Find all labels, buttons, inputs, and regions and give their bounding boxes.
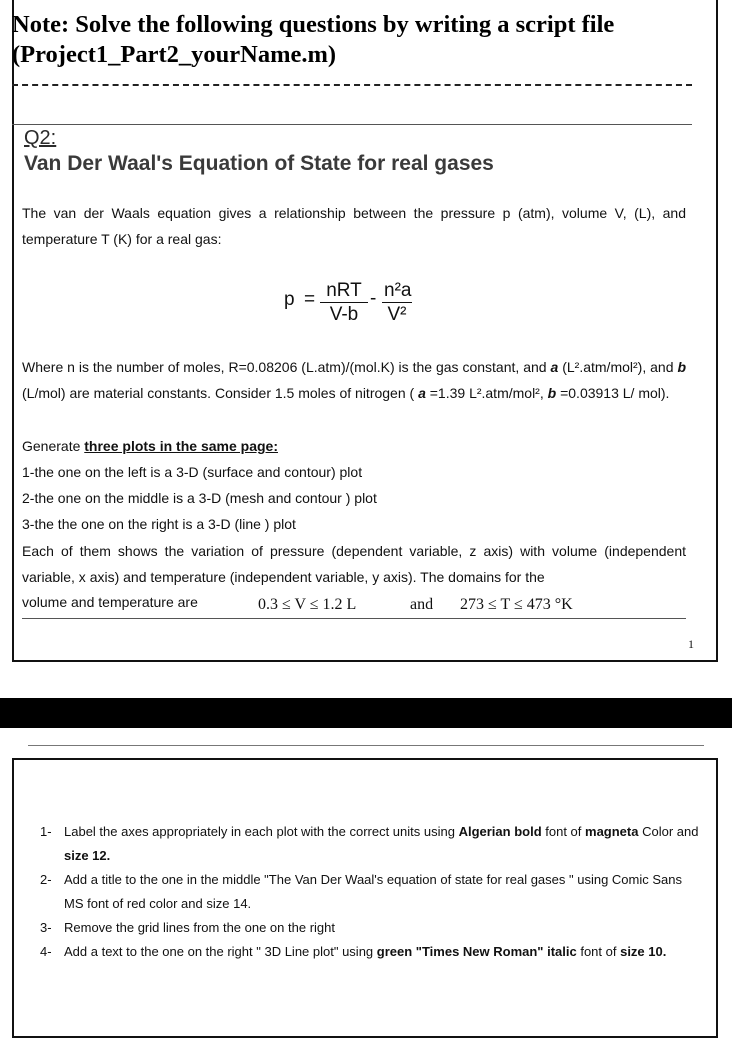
text-run: Where n is the number of moles, R=0.08206 (L.atm)/(mol.K) is the gas constant, and — [22, 359, 551, 375]
question-label: Q2: — [24, 127, 57, 149]
text-run: =1.39 L².atm/mol², — [425, 385, 548, 401]
variable-a: a — [418, 385, 426, 401]
text-run: Add a title to the one in the middle "The Van Der Waal's equation of state for real gases " using Comic Sans MS font of red color and size 14. — [64, 872, 682, 911]
text-run: Generate — [22, 438, 85, 454]
generate-line — [22, 436, 278, 456]
bold-run: magneta — [585, 824, 639, 839]
plot-item-1: 1-the one on the left is a 3-D (surface and contour) plot — [22, 464, 363, 480]
generate-emphasis: three plots in the same page: — [84, 438, 278, 454]
intro-paragraph: The van der Waals equation gives a relationship between the pressure p (atm), volume V, (L), and temperature T (K) for a real gas: — [22, 205, 686, 247]
volume-domain: 0.3 ≤ V ≤ 1.2 L — [258, 596, 357, 613]
list-item — [40, 916, 700, 940]
text-run: Add a text to the one on the right " 3D Line plot" using — [64, 944, 377, 959]
equation-minus: - — [370, 288, 377, 309]
text-run: (L/mol) are material constants. Consider 1.5 moles of nitrogen ( — [22, 385, 419, 401]
bold-run: green "Times New Roman" italic — [376, 944, 577, 959]
bold-run: size 12. — [64, 848, 111, 863]
plot-item-2: 2-the one on the middle is a 3-D (mesh and contour ) plot — [22, 490, 377, 506]
variable-b: b — [547, 385, 557, 401]
list-item — [40, 868, 700, 916]
equation-equals: = — [304, 289, 316, 310]
domain-label: volume and temperature are — [22, 594, 198, 610]
van-der-waals-equation — [284, 280, 444, 330]
list-number: 1- — [40, 824, 52, 839]
question-title: Van Der Waal's Equation of State for real gases — [24, 152, 494, 175]
text-run: font of — [576, 944, 621, 959]
list-number: 2- — [40, 872, 52, 887]
list-item — [40, 820, 700, 868]
divider-line — [12, 124, 692, 125]
plot-item-3: 3-the the one on the right is a 3-D (line ) plot — [22, 516, 296, 532]
equation-lhs: p — [284, 289, 295, 310]
fraction-denominator: V² — [387, 304, 407, 325]
each-paragraph: Each of them shows the variation of pressure (dependent variable, z axis) with volume (independent variable, x axis) and temperature (independent variable, y axis). The domains for the — [22, 543, 686, 585]
dashed-divider — [12, 84, 692, 86]
fraction-nrt — [320, 280, 368, 327]
divider-line — [28, 745, 704, 746]
fraction-numerator: n²a — [384, 280, 412, 301]
text-run: Remove the grid lines from the one on the right — [64, 920, 335, 935]
text-run: (L².atm/mol²), and — [558, 359, 678, 375]
text-run: font of — [541, 824, 586, 839]
where-paragraph — [22, 354, 686, 406]
bold-run: Algerian bold — [458, 824, 542, 839]
domain-and: and — [410, 596, 434, 613]
text-run: =0.03913 L/ mol). — [556, 385, 670, 401]
variable-a: a — [550, 359, 559, 375]
list-number: 4- — [40, 944, 52, 959]
text-run: Color and — [638, 824, 699, 839]
text-run: Label the axes appropriately in each plot with the correct units using — [64, 824, 459, 839]
divider-line — [22, 618, 686, 619]
variable-b: b — [677, 359, 686, 375]
fraction-denominator: V-b — [329, 304, 359, 325]
list-item — [40, 940, 700, 964]
page-number: 1 — [688, 637, 694, 651]
page-separator — [0, 698, 732, 728]
temperature-domain: 273 ≤ T ≤ 473 °K — [460, 596, 573, 613]
fraction-numerator: nRT — [320, 280, 368, 303]
bold-run: size 10. — [620, 944, 667, 959]
fraction-n2a — [382, 280, 412, 327]
instructions-list — [40, 820, 700, 964]
note-heading: Note: Solve the following questions by writing a script file (Project1_Part2_yourName.m) — [12, 11, 615, 68]
list-number: 3- — [40, 920, 52, 935]
